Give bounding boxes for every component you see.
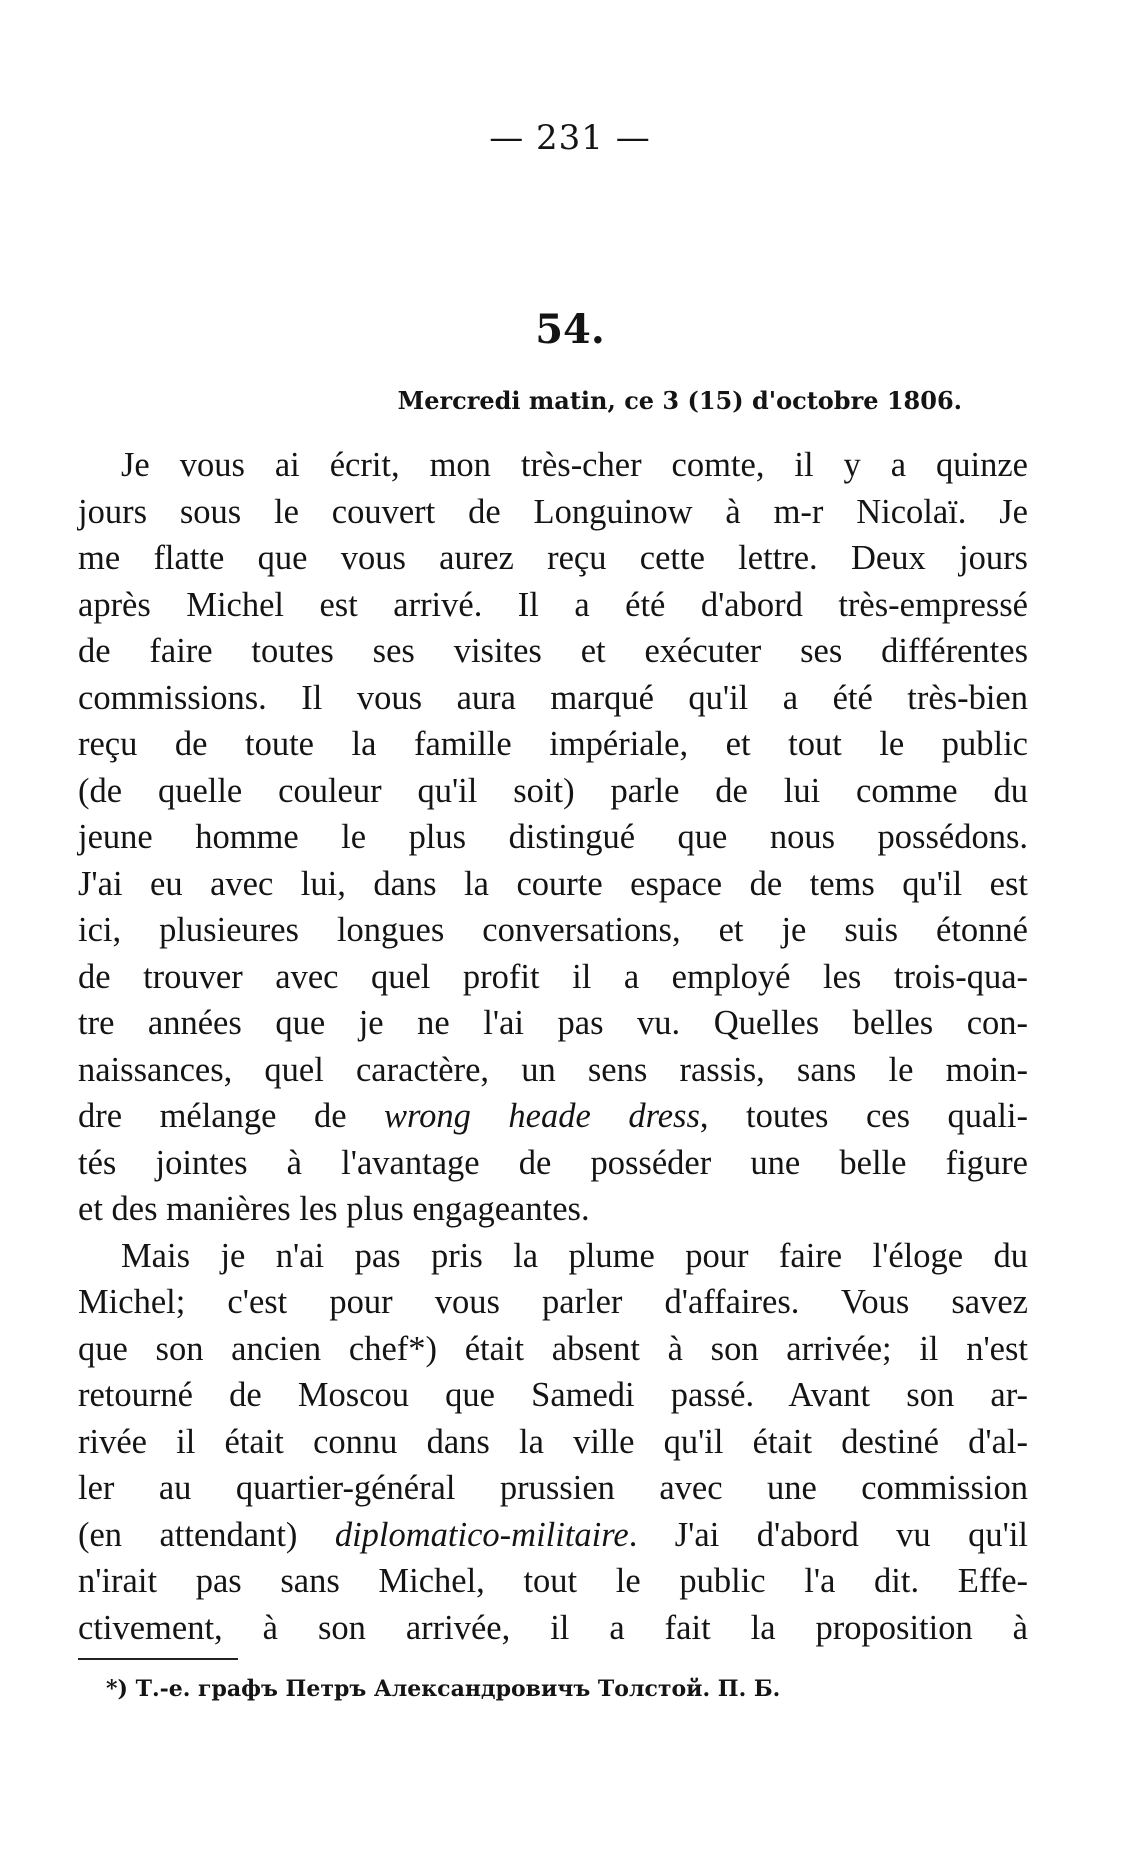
text-line: de trouver avec quel profit il a employé les trois-qua- xyxy=(78,957,1028,996)
text-line: ctivement, à son arrivée, il a fait la proposition à xyxy=(78,1608,1028,1647)
italic-phrase: diplomatico-militaire xyxy=(334,1515,629,1554)
text-line: Michel; c'est pour vous parler d'affaires. Vous savez xyxy=(78,1283,1028,1321)
text-segment: , toutes ces quali- xyxy=(699,1097,1028,1135)
text-line: après Michel est arrivé. Il a été d'abord très-empressé xyxy=(78,585,1028,624)
text-line: Je vous ai écrit, mon très-cher comte, il y a quinze xyxy=(121,446,1028,484)
footnote: *) Т.-е. графъ Петръ Александровичъ Толстой. П. Б. xyxy=(106,1676,781,1702)
text-line: (de quelle couleur qu'il soit) parle de lui comme du xyxy=(78,771,1028,810)
text-line: rivée il était connu dans la ville qu'il était destiné d'al- xyxy=(78,1422,1028,1461)
text-line: ler au quartier-général prussien avec une commission xyxy=(78,1469,1028,1507)
text-line: jeune homme le plus distingué que nous possédons. xyxy=(78,818,1028,856)
text-line xyxy=(78,1512,1028,1559)
text-line: me flatte que vous aurez reçu cette lettre. Deux jours xyxy=(78,539,1028,577)
text-line xyxy=(78,1093,1028,1140)
text-line: tés jointes à l'avantage de posséder une belle figure xyxy=(78,1143,1028,1182)
text-line: naissances, quel caractère, un sens rassis, sans le moin- xyxy=(78,1050,1028,1089)
text-line: ici, plusieures longues conversations, et je suis étonné xyxy=(78,911,1028,949)
text-segment: . J'ai d'abord vu qu'il xyxy=(628,1515,1028,1554)
text-segment: dre mélange de xyxy=(78,1097,385,1135)
paragraph-2 xyxy=(78,1233,1028,1652)
dateline: Mercredi matin, ce 3 (15) d'octobre 1806. xyxy=(397,386,962,415)
text-line: jours sous le couvert de Longuinow à m-r Nicolaï. Je xyxy=(78,492,1028,531)
italic-phrase: wrong heade dress xyxy=(384,1097,700,1135)
text-line: J'ai eu avec lui, dans la courte espace de tems qu'il est xyxy=(78,864,1028,903)
text-line: n'irait pas sans Michel, tout le public l'a dit. Effe- xyxy=(78,1562,1028,1600)
text-line: commissions. Il vous aura marqué qu'il a été très-bien xyxy=(78,678,1028,717)
text-line: Mais je n'ai pas pris la plume pour faire l'éloge du xyxy=(121,1236,1028,1275)
text-line: et des manières les plus engageantes. xyxy=(78,1190,590,1228)
letter-number: 54. xyxy=(535,306,605,353)
footnote-rule xyxy=(78,1658,238,1660)
text-line: de faire toutes ses visites et exécuter ses différentes xyxy=(78,632,1028,670)
text-line: que son ancien chef*) était absent à son arrivée; il n'est xyxy=(78,1329,1028,1368)
text-segment: (en attendant) xyxy=(78,1515,335,1554)
text-line: tre années que je ne l'ai pas vu. Quelles belles con- xyxy=(78,1004,1028,1042)
text-line: reçu de toute la famille impériale, et tout le public xyxy=(78,725,1028,763)
page-number: — 231 — xyxy=(489,118,651,158)
text-line: retourné de Moscou que Samedi passé. Avant son ar- xyxy=(78,1376,1028,1414)
letter-body xyxy=(78,442,1028,1651)
paragraph-1 xyxy=(78,442,1028,1233)
